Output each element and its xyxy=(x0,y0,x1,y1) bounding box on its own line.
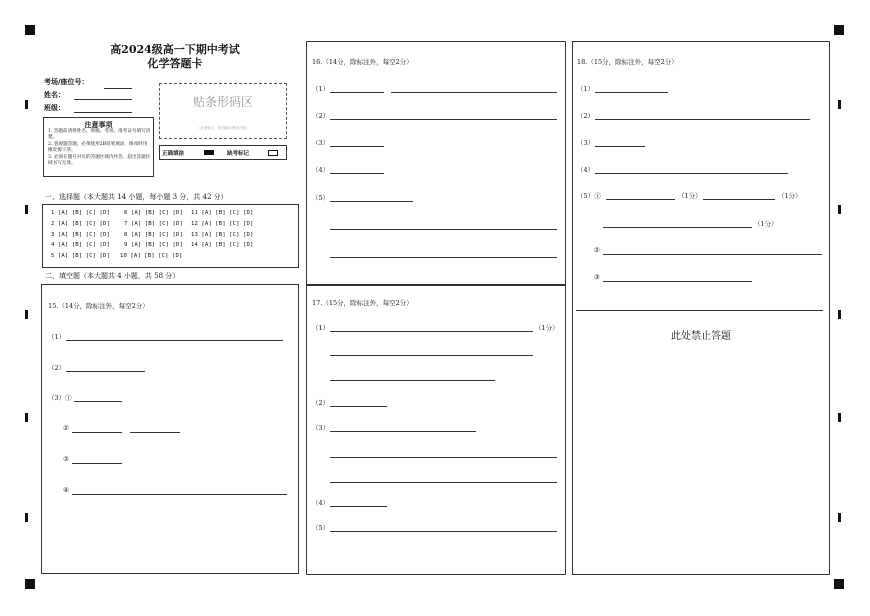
fill-example-box xyxy=(159,145,287,160)
q18-label-5c: ③ xyxy=(594,273,600,281)
mcq-row[interactable]: 12 [A] [B] [C] [D] xyxy=(191,221,254,227)
corner-mark xyxy=(25,579,35,589)
q18-answer-5e[interactable] xyxy=(603,281,752,282)
q15-answer-3d[interactable] xyxy=(72,494,287,495)
missing-mark-label: 缺考标记 xyxy=(227,151,250,157)
q16-label-3: （3） xyxy=(312,139,330,147)
q15-label-3b: ② xyxy=(63,424,69,432)
q17-answer-3a[interactable] xyxy=(330,431,476,432)
q16-answer-3[interactable] xyxy=(330,146,384,147)
q17-label-5: （5） xyxy=(312,524,330,532)
q15-label-3d: ④ xyxy=(63,486,69,494)
q18-answer-5b[interactable] xyxy=(703,199,775,200)
q16-answer-5b[interactable] xyxy=(330,229,557,230)
q17-answer-1a[interactable] xyxy=(330,331,533,332)
q18-answer-3[interactable] xyxy=(595,146,645,147)
mcq-row[interactable]: 11 [A] [B] [C] [D] xyxy=(191,210,254,216)
corner-mark xyxy=(25,25,35,35)
q18-label-3: （3） xyxy=(577,139,595,147)
timing-mark xyxy=(838,413,841,422)
timing-mark xyxy=(25,310,28,319)
forbidden-zone-text: 此处禁止答题 xyxy=(671,331,731,342)
barcode-label: 贴条形码区 xyxy=(192,95,253,109)
timing-mark xyxy=(838,205,841,214)
class-field[interactable] xyxy=(74,112,132,113)
q16-label-5: （5） xyxy=(312,194,330,202)
q18-answer-5c[interactable] xyxy=(603,227,752,228)
q18-answer-2[interactable] xyxy=(595,119,810,120)
timing-mark xyxy=(838,310,841,319)
timing-mark xyxy=(25,205,28,214)
missing-mark-box[interactable] xyxy=(268,150,278,156)
notice-title: 注意事项 xyxy=(84,120,113,129)
q18-one-point-note: （1分） xyxy=(678,192,702,200)
section2-heading: 二、填空题（本大题共 4 小题，共 58 分） xyxy=(45,272,180,280)
q18-label-5: （5）① xyxy=(577,192,601,200)
q17-answer-1b[interactable] xyxy=(330,355,533,356)
q15-header: 15.（14分，除标注外，每空2分） xyxy=(48,302,149,310)
q17-answer-5[interactable] xyxy=(330,531,557,532)
q18-one-point-note: （1分） xyxy=(778,192,802,200)
notice-item: 2. 客观题答题，必须使用2B铅笔填涂，修改时用橡皮擦干净。 xyxy=(48,142,148,153)
q15-answer-3a[interactable] xyxy=(74,401,122,402)
mcq-row[interactable]: 4 [A] [B] [C] [D] xyxy=(51,242,110,248)
q16-answer-5c[interactable] xyxy=(330,257,557,258)
notice-box xyxy=(43,117,154,177)
q18-answer-5d[interactable] xyxy=(603,254,822,255)
timing-mark xyxy=(25,100,28,109)
barcode-hint: （正面朝上，切勿贴出虚线方框） xyxy=(196,126,250,130)
q18-answer-4[interactable] xyxy=(595,173,788,174)
q15-box xyxy=(41,284,299,574)
notice-item: 3. 必须在题号对应的答题区域内作答，超出答题区域书写无效。 xyxy=(48,155,151,166)
q17-answer-3c[interactable] xyxy=(330,482,557,483)
q17-answer-2[interactable] xyxy=(330,406,387,407)
mcq-row[interactable]: 3 [A] [B] [C] [D] xyxy=(51,232,110,238)
q15-answer-2[interactable] xyxy=(66,371,145,372)
class-label: 班级： xyxy=(44,103,65,112)
exam-seat-field[interactable] xyxy=(104,88,132,89)
exam-seat-label: 考场/座位号： xyxy=(44,77,89,86)
q17-one-point-note: （1分） xyxy=(535,324,559,332)
q15-label-1: （1） xyxy=(48,333,66,341)
q17-label-4: （4） xyxy=(312,499,330,507)
q16-label-4: （4） xyxy=(312,166,330,174)
q18-box xyxy=(572,41,830,575)
mcq-row[interactable]: 9 [A] [B] [C] [D] xyxy=(124,242,183,248)
mcq-row[interactable]: 13 [A] [B] [C] [D] xyxy=(191,232,254,238)
correct-fill-mark xyxy=(204,150,214,155)
q15-label-2: （2） xyxy=(48,364,66,372)
mcq-row[interactable]: 10 [A] [B] [C] [D] xyxy=(120,253,183,259)
mcq-row[interactable]: 14 [A] [B] [C] [D] xyxy=(191,242,254,248)
page-title: 高2024级高一下期中考试 xyxy=(110,43,240,56)
q17-answer-4[interactable] xyxy=(330,506,387,507)
q18-label-2: （2） xyxy=(577,112,595,120)
q16-label-2: （2） xyxy=(312,112,330,120)
timing-mark xyxy=(25,413,28,422)
q18-label-5b: ② xyxy=(594,246,600,254)
mcq-row[interactable]: 6 [A] [B] [C] [D] xyxy=(124,210,183,216)
q18-label-4: （4） xyxy=(577,166,595,174)
section1-heading: 一、选择题（本大题共 14 小题，每小题 3 分，共 42 分） xyxy=(45,193,228,201)
q15-label-3: （3）① xyxy=(48,394,72,402)
q18-answer-5a[interactable] xyxy=(606,199,675,200)
mcq-row[interactable]: 7 [A] [B] [C] [D] xyxy=(124,221,183,227)
q15-answer-1[interactable] xyxy=(66,340,283,341)
q18-header: 18.（15分，除标注外，每空2分） xyxy=(577,58,678,66)
mcq-row[interactable]: 8 [A] [B] [C] [D] xyxy=(124,232,183,238)
corner-mark xyxy=(834,579,844,589)
q17-label-1: （1） xyxy=(312,324,330,332)
q18-one-point-note: （1分） xyxy=(754,220,778,228)
page-subtitle: 化学答题卡 xyxy=(147,57,203,70)
corner-mark xyxy=(834,25,844,35)
q18-answer-1[interactable] xyxy=(595,92,668,93)
timing-mark xyxy=(838,100,841,109)
name-label: 姓名： xyxy=(44,90,65,99)
mcq-row[interactable]: 1 [A] [B] [C] [D] xyxy=(51,210,110,216)
q16-box xyxy=(306,41,566,285)
timing-mark xyxy=(25,513,28,522)
timing-mark xyxy=(838,513,841,522)
q17-answer-3b[interactable] xyxy=(330,457,557,458)
q17-answer-1c[interactable] xyxy=(330,380,495,381)
forbidden-divider xyxy=(576,310,823,311)
q16-answer-2[interactable] xyxy=(330,119,557,120)
correct-fill-label: 正确填涂 xyxy=(162,151,185,157)
q15-answer-3b[interactable] xyxy=(72,432,122,433)
mcq-row[interactable]: 2 [A] [B] [C] [D] xyxy=(51,221,110,227)
q17-label-2: （2） xyxy=(312,399,330,407)
name-field[interactable] xyxy=(74,99,132,100)
notice-item: 1. 答题前请将姓名、班级、考场、准考证号填写清楚。 xyxy=(48,129,151,140)
q16-header: 16.（14分，除标注外，每空2分） xyxy=(312,58,413,66)
q16-answer-1a[interactable] xyxy=(330,92,384,93)
q15-answer-3b2[interactable] xyxy=(130,432,180,433)
q16-answer-4[interactable] xyxy=(330,173,384,174)
barcode-area xyxy=(159,83,287,139)
q18-label-1: （1） xyxy=(577,85,595,93)
mcq-row[interactable]: 5 [A] [B] [C] [D] xyxy=(51,253,110,259)
q15-answer-3c[interactable] xyxy=(72,463,122,464)
q16-answer-5a[interactable] xyxy=(330,201,413,202)
q16-label-1: （1） xyxy=(312,85,330,93)
q16-answer-1b[interactable] xyxy=(391,92,557,93)
q15-label-3c: ③ xyxy=(63,455,69,463)
q17-header: 17.（15分，除标注外，每空2分） xyxy=(312,299,413,307)
q17-label-3: （3） xyxy=(312,424,330,432)
